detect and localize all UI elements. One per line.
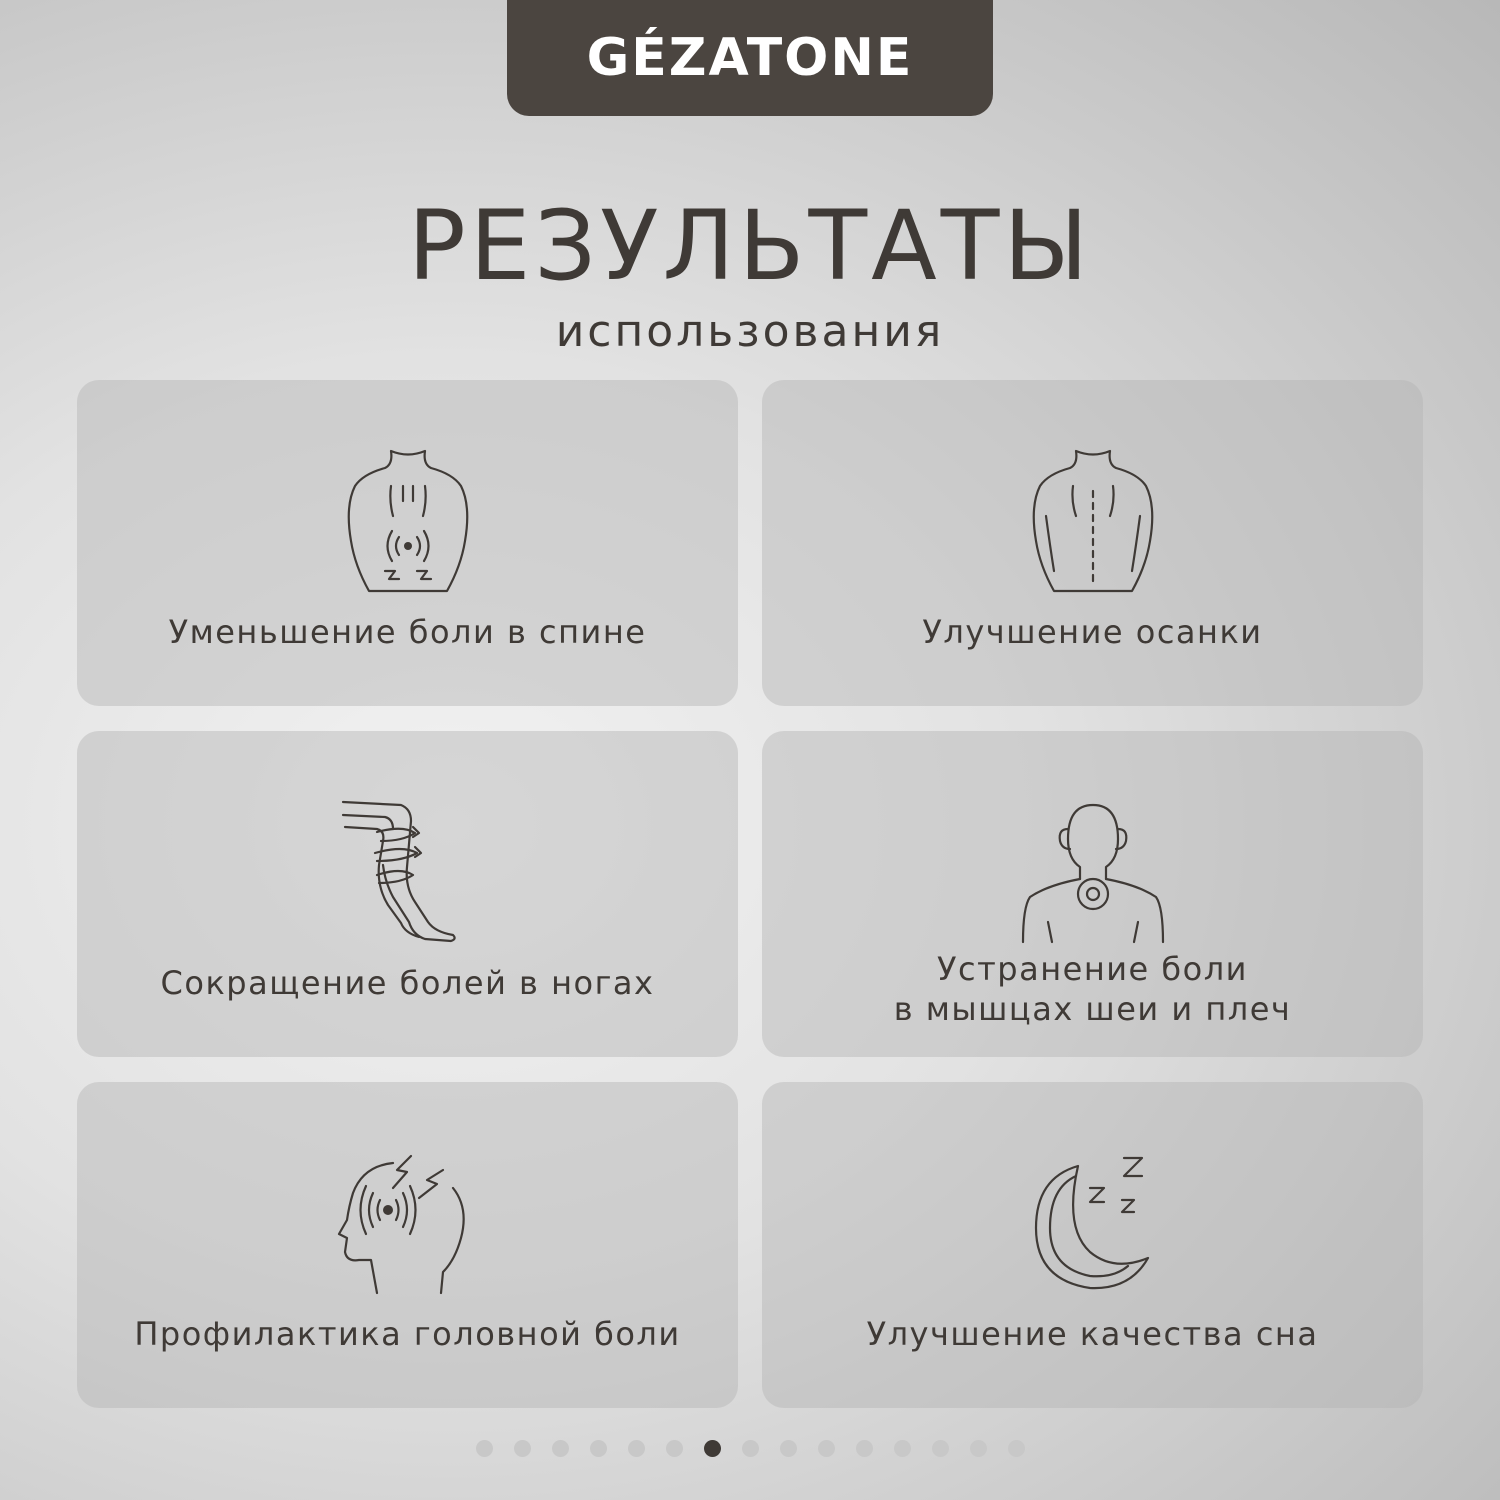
card-label: Уменьшение боли в спине (168, 613, 647, 651)
pagination-dot[interactable] (590, 1440, 607, 1457)
neck-pain-icon (1018, 797, 1168, 947)
page-title: РЕЗУЛЬТАТЫ (407, 190, 1093, 302)
pagination-dot[interactable] (1008, 1440, 1025, 1457)
pagination-dot[interactable] (894, 1440, 911, 1457)
back-pain-icon (333, 446, 483, 596)
card-label-line2: в мышцах шеи и плеч (893, 990, 1292, 1028)
pagination-dot[interactable] (932, 1440, 949, 1457)
card-label (762, 949, 1423, 1029)
logo-text: GÉZATONE (586, 28, 914, 88)
result-card-legs (77, 731, 738, 1057)
card-label: Улучшение качества сна (866, 1315, 1319, 1353)
result-card-headache (77, 1082, 738, 1408)
pagination-dot[interactable] (856, 1440, 873, 1457)
card-label: Улучшение осанки (922, 613, 1263, 651)
result-card-neck (762, 731, 1423, 1057)
pagination-dot[interactable] (628, 1440, 645, 1457)
pagination-dot[interactable] (476, 1440, 493, 1457)
pagination-dot[interactable] (780, 1440, 797, 1457)
result-card-sleep (762, 1082, 1423, 1408)
pagination-dot[interactable] (970, 1440, 987, 1457)
pagination-dots (0, 1440, 1500, 1457)
pagination-dot[interactable] (818, 1440, 835, 1457)
page-subtitle: использования (555, 306, 945, 357)
result-card-posture (762, 380, 1423, 706)
pagination-dot[interactable] (552, 1440, 569, 1457)
result-card-back-pain (77, 380, 738, 706)
brand-logo (507, 0, 993, 116)
headache-icon (333, 1148, 483, 1298)
moon-sleep-icon (1018, 1148, 1168, 1298)
pagination-dot-active[interactable] (704, 1440, 721, 1457)
pagination-dot[interactable] (666, 1440, 683, 1457)
posture-back-icon (1018, 446, 1168, 596)
legs-icon (333, 797, 483, 947)
pagination-dot[interactable] (742, 1440, 759, 1457)
card-label-line1: Устранение боли (937, 950, 1248, 988)
card-label: Профилактика головной боли (134, 1315, 681, 1353)
results-grid (77, 380, 1423, 1408)
card-label: Сокращение болей в ногах (160, 964, 655, 1002)
pagination-dot[interactable] (514, 1440, 531, 1457)
